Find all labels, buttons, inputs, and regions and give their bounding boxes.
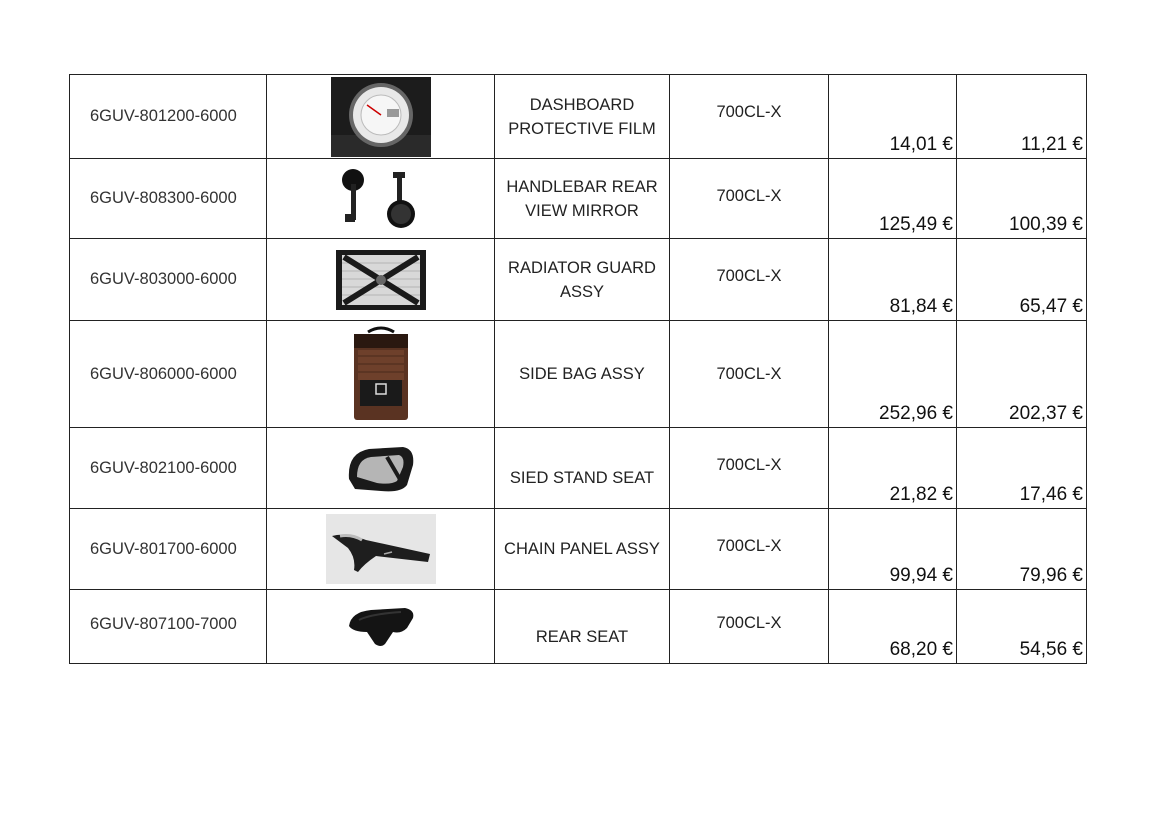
part-description: HANDLEBAR REAR VIEW MIRROR	[495, 159, 670, 239]
product-image-cell	[267, 590, 495, 664]
price-retail: 99,94 €	[829, 509, 957, 590]
price-retail: 14,01 €	[829, 75, 957, 159]
part-code-text: 6GUV-807100-7000	[90, 615, 237, 633]
product-image-cell	[267, 428, 495, 509]
part-code	[70, 590, 267, 664]
dashboard-photo	[331, 77, 431, 157]
product-image-cell	[267, 509, 495, 590]
part-description: SIDE BAG ASSY	[495, 321, 670, 428]
table-row	[70, 159, 1087, 239]
table-row	[70, 590, 1087, 664]
part-code: 6GUV-806000-6000	[70, 321, 267, 428]
part-code: 6GUV-801200-6000	[70, 75, 267, 159]
price-retail: 81,84 €	[829, 239, 957, 321]
part-description	[495, 590, 670, 664]
price-net: 11,21 €	[957, 75, 1087, 159]
price-retail: 252,96 €	[829, 321, 957, 428]
price-net: 202,37 €	[957, 321, 1087, 428]
price-net: 17,46 €	[957, 428, 1087, 509]
table-row	[70, 239, 1087, 321]
price-net: 65,47 €	[957, 239, 1087, 321]
model-cell	[670, 321, 829, 428]
part-description: CHAIN PANEL ASSY	[495, 509, 670, 590]
table-row	[70, 321, 1087, 428]
price-retail: 68,20 €	[829, 590, 957, 664]
model-name: 700CL-X	[716, 187, 782, 205]
model-name: 700CL-X	[716, 456, 782, 474]
radiator-guard-photo	[332, 246, 430, 314]
product-image-cell	[267, 321, 495, 428]
model-cell	[670, 75, 829, 159]
price-retail: 125,49 €	[829, 159, 957, 239]
part-code: 6GUV-803000-6000	[70, 239, 267, 321]
table-row	[70, 509, 1087, 590]
model-name: 700CL-X	[716, 267, 782, 285]
part-description-text: REAR SEAT	[535, 627, 629, 646]
side-bag-photo	[346, 324, 416, 424]
model-name: 700CL-X	[716, 103, 782, 121]
model-cell	[670, 509, 829, 590]
model-name: 700CL-X	[716, 614, 782, 632]
part-code: 6GUV-801700-6000	[70, 509, 267, 590]
product-image-cell	[267, 75, 495, 159]
product-image-cell	[267, 159, 495, 239]
price-net: 79,96 €	[957, 509, 1087, 590]
part-description	[495, 428, 670, 509]
stand-seat-photo	[341, 441, 421, 496]
part-description-text: SIED STAND SEAT	[509, 469, 655, 487]
model-cell	[670, 590, 829, 664]
accessories-table	[69, 74, 1087, 664]
table-row	[70, 428, 1087, 509]
price-net: 54,56 €	[957, 590, 1087, 664]
part-description: DASHBOARD PROTECTIVE FILM	[495, 75, 670, 159]
model-name: 700CL-X	[716, 537, 782, 555]
rear-seat-photo	[341, 600, 421, 650]
part-code: 6GUV-802100-6000	[70, 428, 267, 509]
model-cell	[670, 428, 829, 509]
mirror-photo	[331, 164, 431, 234]
part-description: RADIATOR GUARD ASSY	[495, 239, 670, 321]
price-retail: 21,82 €	[829, 428, 957, 509]
model-name: 700CL-X	[716, 364, 782, 383]
product-image-cell	[267, 239, 495, 321]
price-net: 100,39 €	[957, 159, 1087, 239]
model-cell	[670, 239, 829, 321]
chain-panel-photo	[326, 514, 436, 584]
table-row	[70, 75, 1087, 159]
model-cell	[670, 159, 829, 239]
part-code: 6GUV-808300-6000	[70, 159, 267, 239]
